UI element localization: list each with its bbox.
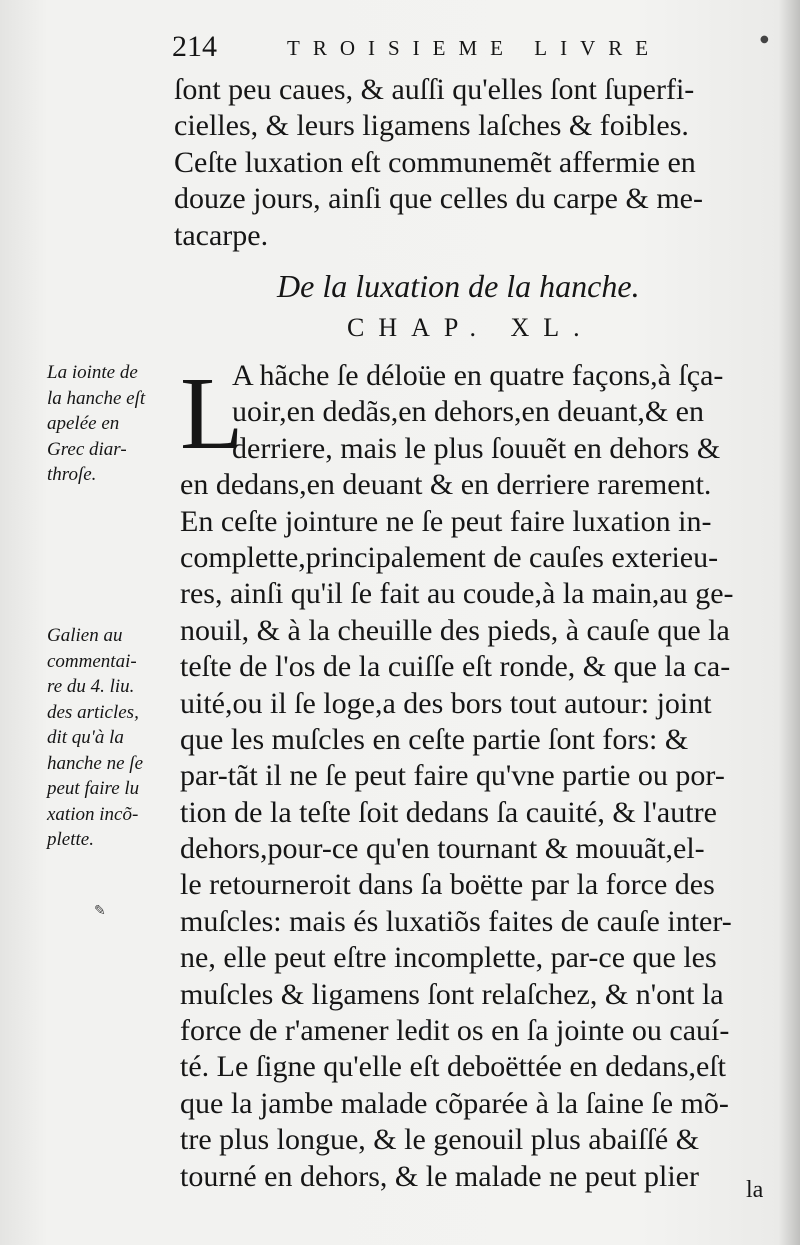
text-line: A hãche ſe déloüe en quatre façons,à ſça-	[232, 359, 724, 392]
margin-note-line: hanche ne ſe	[47, 752, 144, 774]
text-line: ne, elle peut eſtre incomplette, par-ce que les	[180, 941, 717, 975]
margin-note-line: apelée en	[47, 413, 120, 434]
text-line: té. Le ſigne qu'elle eſt deboëttée en dedans,eſt	[180, 1050, 727, 1084]
margin-note-galien	[47, 623, 143, 853]
running-head: TROISIEME LIVRE	[287, 36, 662, 60]
text-line: res, ainſi qu'il ſe fait au coude,à la main,au ge-	[180, 577, 734, 611]
text-line: uoir,en dedãs,en dehors,en deuant,& en	[232, 395, 704, 429]
text-line: en dedans,en deuant & en derriere rarement.	[180, 468, 712, 502]
margin-note-line: peut faire lu	[47, 778, 140, 799]
text-line: cielles, & leurs ligamens laſches & foibles.	[174, 109, 689, 143]
text-line: derriere, mais le plus ſouuẽt en dehors &	[232, 431, 721, 465]
text-line: que les muſcles en ceſte partie ſont fors: &	[180, 722, 689, 756]
text-line: que la jambe malade cõparée à la ſaine ſe mõ-	[180, 1086, 729, 1120]
margin-note-line: Galien au	[47, 625, 123, 646]
margin-note-line: throſe.	[47, 464, 97, 485]
ink-speck: ✎	[94, 903, 106, 919]
text-line: uité,ou il ſe loge,a des bors tout autour: joint	[180, 686, 712, 720]
margin-note-line: Grec diar-	[47, 438, 127, 460]
text-line: muſcles: mais és luxatiõs faites de cauſe inter-	[180, 904, 732, 938]
text-line: par-tãt il ne ſe peut faire qu'vne partie ou por-	[180, 759, 725, 793]
drop-capital: L	[180, 356, 244, 471]
page-gutter-shadow	[778, 0, 800, 1245]
text-line: Ceſte luxation eſt communemẽt affermie en	[174, 145, 696, 179]
text-line: tion de la teſte ſoit dedans ſa cauité, & l'autre	[180, 795, 717, 829]
catchword: la	[746, 1177, 764, 1203]
margin-note-line: des articles,	[47, 701, 139, 723]
text-line: douze jours, ainſi que celles du carpe & me-	[174, 182, 703, 216]
margin-note-line: re du 4. liu.	[47, 676, 135, 697]
margin-note-line: dit qu'à la	[47, 727, 124, 748]
ink-dot: ●	[760, 34, 769, 45]
text-line: tourné en dehors, & le malade ne peut plier	[180, 1159, 699, 1193]
margin-note-line: commentai-	[47, 650, 137, 672]
text-line: muſcles & ligamens ſont relaſchez, & n'ont la	[180, 977, 724, 1011]
section-heading: De la luxation de la hanche.	[277, 268, 640, 304]
text-line: nouil, & à la cheuille des pieds, à cauſe que la	[180, 613, 730, 647]
text-line: tre plus longue, & le genouil plus abaiſſé &	[180, 1123, 700, 1157]
margin-note-line: xation incõ-	[47, 803, 139, 825]
margin-note-line: plette.	[47, 829, 94, 850]
chapter-paragraph	[180, 358, 770, 1195]
text-line: dehors,pour-ce qu'en tournant & mouuãt,el-	[180, 832, 705, 866]
page-number: 214	[172, 30, 217, 63]
text-line: En ceſte jointure ne ſe peut faire luxation in-	[180, 504, 712, 538]
margin-note-diarthrose	[47, 360, 145, 488]
text-line: force de r'amener ledit os en ſa jointe ou cauí-	[180, 1014, 730, 1048]
margin-note-line: La iointe de	[47, 362, 138, 383]
margin-note-line: la hanche eſt	[47, 387, 146, 409]
text-line: ſont peu caues, & auſſi qu'elles ſont ſuperfi-	[174, 73, 695, 106]
top-paragraph	[174, 72, 766, 254]
text-line: complette,principalement de cauſes exterieu-	[180, 540, 719, 574]
text-line: le retourneroit dans ſa boëtte par la force des	[180, 868, 715, 902]
chapter-number: CHAP. XL.	[347, 313, 594, 342]
text-line: teſte de l'os de la cuiſſe eſt ronde, & que la ca-	[180, 650, 731, 684]
text-line: tacarpe.	[174, 218, 269, 252]
